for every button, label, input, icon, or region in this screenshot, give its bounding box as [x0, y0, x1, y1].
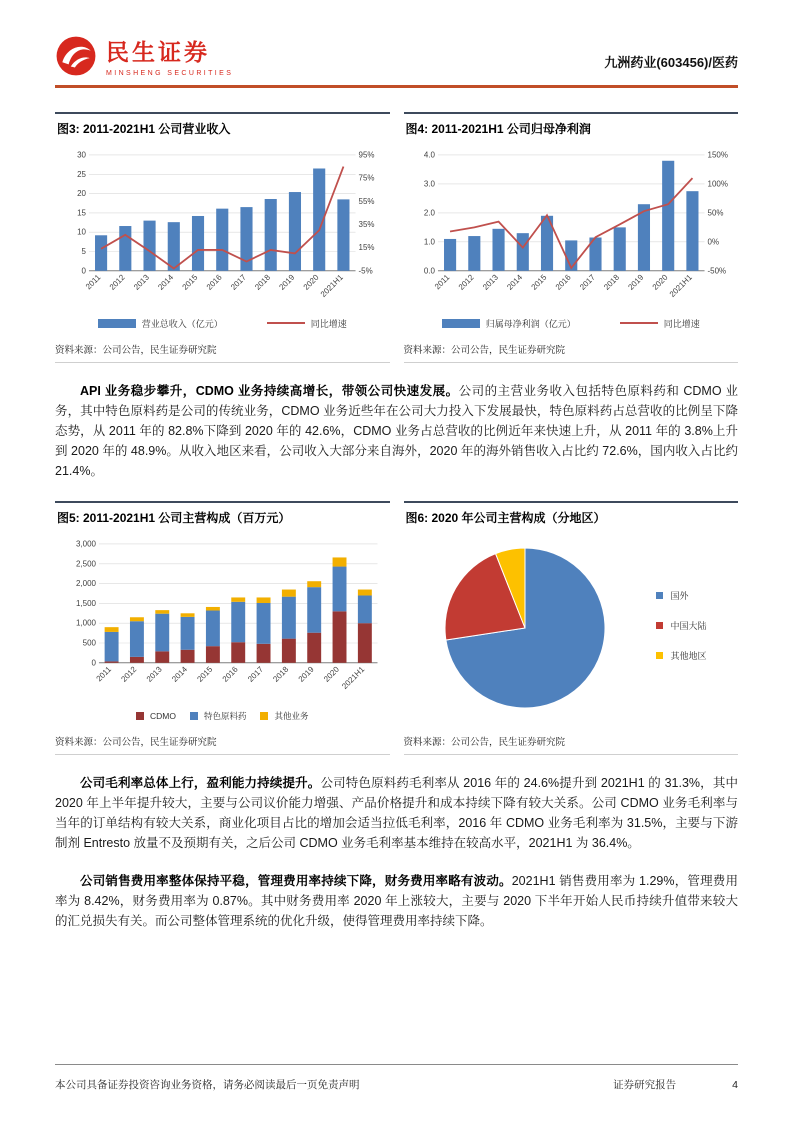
paragraph-expense-ratio — [55, 871, 738, 931]
svg-text:3,000: 3,000 — [75, 539, 96, 549]
svg-text:0: 0 — [91, 658, 96, 668]
page-number: 4 — [732, 1079, 738, 1091]
api-series-marker — [190, 712, 198, 720]
figure-3 — [55, 112, 390, 363]
svg-text:2020: 2020 — [301, 272, 321, 292]
figure-3-source: 资料来源：公司公告，民生证券研究院 — [55, 330, 390, 363]
svg-text:75%: 75% — [358, 173, 375, 183]
bar-series-marker — [442, 319, 480, 328]
header-divider — [55, 85, 738, 88]
svg-text:100%: 100% — [707, 179, 728, 189]
svg-text:35%: 35% — [358, 219, 375, 229]
svg-text:150%: 150% — [707, 150, 728, 160]
svg-text:2019: 2019 — [625, 272, 645, 292]
legend-item — [260, 710, 308, 722]
svg-text:2020: 2020 — [322, 664, 341, 684]
svg-text:2011: 2011 — [432, 272, 451, 292]
svg-text:2017: 2017 — [577, 272, 597, 292]
svg-text:2012: 2012 — [119, 664, 139, 684]
svg-text:25: 25 — [77, 169, 86, 179]
svg-text:2019: 2019 — [296, 664, 316, 684]
legend-item — [656, 619, 707, 632]
paragraph-body: 公司特色原料药毛利率从 2016 年的 24.6%提升到 2021H1 的 31.3%，其中 2020 年上半年提升较大，主要与公司议价能力增强、产品价格提升和成本持续下降有较大关系。公司 CDMO 业务毛利率与当年的订单结构有较大关系，商业化项目占比的增加会适当拉低毛利率，2016 年 CDMO 业务毛利率为 31.5%，主要与下游制剂 Entresto 放量不及预期有关，之后公司 CDMO 业务毛利率基本维持在较高水平，2021H1 为 36.4%。 — [55, 776, 738, 851]
svg-text:15%: 15% — [358, 243, 375, 253]
svg-text:2016: 2016 — [553, 272, 573, 292]
legend-item — [442, 317, 576, 330]
line-series-marker — [267, 322, 305, 324]
region-pie-wrap — [404, 534, 739, 712]
brand-name: 民生证券 — [106, 40, 210, 65]
svg-text:2021H1: 2021H1 — [318, 272, 345, 299]
figure-row-2 — [55, 501, 738, 756]
legend-item — [267, 317, 347, 330]
page-footer — [55, 1064, 738, 1092]
svg-text:3.0: 3.0 — [423, 179, 435, 189]
paragraph-lead: API 业务稳步攀升，CDMO 业务持续高增长，带领公司快速发展。 — [80, 383, 459, 398]
svg-text:2.0: 2.0 — [423, 208, 435, 218]
svg-text:0.0: 0.0 — [423, 266, 435, 276]
legend-item — [620, 317, 700, 330]
brand-subtitle: MINSHENG SECURITIES — [106, 70, 234, 77]
figure-4-title: 图4: 2011-2021H1 公司归母净利润 — [404, 112, 739, 145]
figure-4 — [404, 112, 739, 363]
footer-report-type: 证券研究报告 — [613, 1079, 677, 1091]
paragraph-lead: 公司毛利率总体上行，盈利能力持续提升。 — [80, 776, 321, 791]
svg-text:2014: 2014 — [170, 664, 190, 684]
figure-3-legend — [55, 317, 390, 330]
region-pie-chart — [430, 540, 620, 712]
legend-item — [136, 711, 176, 721]
svg-text:30: 30 — [77, 150, 86, 160]
legend-label: 同比增速 — [663, 318, 700, 329]
svg-text:500: 500 — [82, 638, 96, 648]
figure-4-legend — [404, 317, 739, 330]
svg-text:2018: 2018 — [271, 664, 291, 684]
figure-5-title: 图5: 2011-2021H1 公司主营构成（百万元） — [55, 501, 390, 534]
svg-text:2017: 2017 — [229, 272, 248, 292]
svg-text:95%: 95% — [358, 150, 375, 160]
svg-text:15: 15 — [77, 208, 86, 218]
svg-text:2021H1: 2021H1 — [340, 664, 367, 691]
svg-text:10: 10 — [77, 227, 86, 237]
svg-text:-5%: -5% — [358, 266, 373, 276]
svg-text:2014: 2014 — [504, 272, 524, 292]
svg-text:0%: 0% — [707, 237, 719, 247]
svg-text:2012: 2012 — [456, 272, 476, 292]
svg-text:2018: 2018 — [253, 272, 273, 292]
other-series-marker — [260, 712, 268, 720]
other-region-slice-marker — [656, 652, 663, 659]
svg-text:2013: 2013 — [144, 664, 164, 684]
footer-right — [613, 1077, 738, 1092]
svg-text:2011: 2011 — [83, 272, 103, 292]
svg-text:2015: 2015 — [528, 272, 548, 292]
legend-label: 同比增速 — [310, 318, 347, 329]
svg-text:0: 0 — [81, 266, 86, 276]
svg-text:5: 5 — [81, 246, 86, 256]
svg-text:2021H1: 2021H1 — [667, 272, 694, 299]
legend-label: CDMO — [149, 711, 176, 722]
figure-5 — [55, 501, 390, 756]
svg-text:2014: 2014 — [156, 272, 176, 292]
brand — [55, 34, 233, 77]
svg-text:55%: 55% — [358, 196, 375, 206]
svg-text:2011: 2011 — [94, 664, 114, 684]
paragraph-gross-margin — [55, 773, 738, 853]
svg-text:1,500: 1,500 — [75, 598, 96, 608]
figure-3-title: 图3: 2011-2021H1 公司营业收入 — [55, 112, 390, 145]
legend-item — [98, 317, 223, 330]
legend-label: 其他业务 — [274, 711, 309, 722]
figure-6-title: 图6: 2020 年公司主营构成（分地区） — [404, 501, 739, 534]
legend-label: 中国大陆 — [670, 621, 707, 632]
minsheng-logo-icon — [55, 35, 97, 77]
svg-text:2018: 2018 — [601, 272, 621, 292]
legend-label: 其他地区 — [670, 651, 707, 662]
svg-text:2017: 2017 — [246, 664, 266, 684]
paragraph-body: 公司的主营业务收入包括特色原料药和 CDMO 业务，其中特色原料药是公司的传统业务，CDMO 业务近些年在公司大力投入下发展最快，特色原料药占总营收的比例呈下降态势，从 2011 年的 82.8%下降到 2020 年的 42.6%，CDMO 业务占总营收的比例近年来快速上升，从 2011 年的 3.8%上升到 2020 年的 48.9%。从收入地区来看，公司收入大部分来自海外，2020 年的海外销售收入占比约 72.6%，国内收入占比约 21.4%。 — [55, 383, 738, 478]
svg-text:2020: 2020 — [650, 272, 670, 292]
svg-text:50%: 50% — [707, 208, 723, 218]
figure-6-source: 资料来源：公司公告，民生证券研究院 — [404, 722, 739, 755]
svg-text:2013: 2013 — [132, 272, 151, 292]
svg-text:-50%: -50% — [707, 266, 726, 276]
svg-text:2015: 2015 — [195, 664, 215, 684]
svg-text:20: 20 — [77, 189, 86, 199]
brand-text — [106, 34, 233, 77]
figure-6-legend — [656, 589, 707, 662]
figure-4-source: 资料来源：公司公告，民生证券研究院 — [404, 330, 739, 363]
figure-row-1 — [55, 112, 738, 363]
net-profit-bar-line-chart — [404, 145, 739, 315]
legend-label: 特色原料药 — [203, 711, 247, 722]
legend-label: 营业总收入（亿元） — [141, 318, 223, 329]
paragraph-api-business — [55, 381, 738, 481]
legend-item — [656, 589, 707, 602]
svg-text:2016: 2016 — [204, 272, 224, 292]
svg-text:4.0: 4.0 — [423, 150, 435, 160]
overseas-slice-marker — [656, 592, 663, 599]
svg-text:1.0: 1.0 — [423, 237, 435, 247]
svg-text:2015: 2015 — [180, 272, 200, 292]
figure-5-legend — [55, 710, 390, 722]
cdmo-series-marker — [136, 712, 144, 720]
legend-item — [190, 710, 247, 722]
svg-text:2,000: 2,000 — [75, 578, 96, 588]
report-title: 九洲药业(603456)/医药 — [604, 55, 738, 70]
revenue-bar-line-chart — [55, 145, 390, 315]
paragraph-body: 2021H1 销售费用率为 1.29%，管理费用率为 8.42%，财务费用率为 0.87%。其中财务费用率 2020 年上涨较大，主要与 2020 下半年开始人民币持续升值带来较大的汇兑损失有关。而公司整体管理系统的优化升级，使得管理费用率持续下降。 — [55, 874, 738, 929]
svg-text:2012: 2012 — [107, 272, 127, 292]
svg-text:2013: 2013 — [480, 272, 500, 292]
segment-stacked-bar-chart — [55, 534, 390, 709]
svg-text:2019: 2019 — [277, 272, 297, 292]
bar-series-marker — [98, 319, 136, 328]
footer-disclaimer: 本公司具备证券投资咨询业务资格，请务必阅读最后一页免责声明 — [55, 1079, 360, 1091]
svg-text:1,000: 1,000 — [75, 618, 96, 628]
legend-label: 国外 — [670, 591, 689, 602]
paragraph-lead: 公司销售费用率整体保持平稳，管理费用率持续下降，财务费用率略有波动。 — [80, 874, 512, 889]
figure-6 — [404, 501, 739, 756]
legend-item — [656, 649, 707, 662]
svg-text:2016: 2016 — [220, 664, 240, 684]
legend-label: 归属母净利润（亿元） — [485, 318, 576, 329]
mainland-slice-marker — [656, 622, 663, 629]
svg-text:2,500: 2,500 — [75, 559, 96, 569]
figure-5-source: 资料来源：公司公告，民生证券研究院 — [55, 722, 390, 755]
report-header — [55, 34, 738, 85]
line-series-marker — [620, 322, 658, 324]
